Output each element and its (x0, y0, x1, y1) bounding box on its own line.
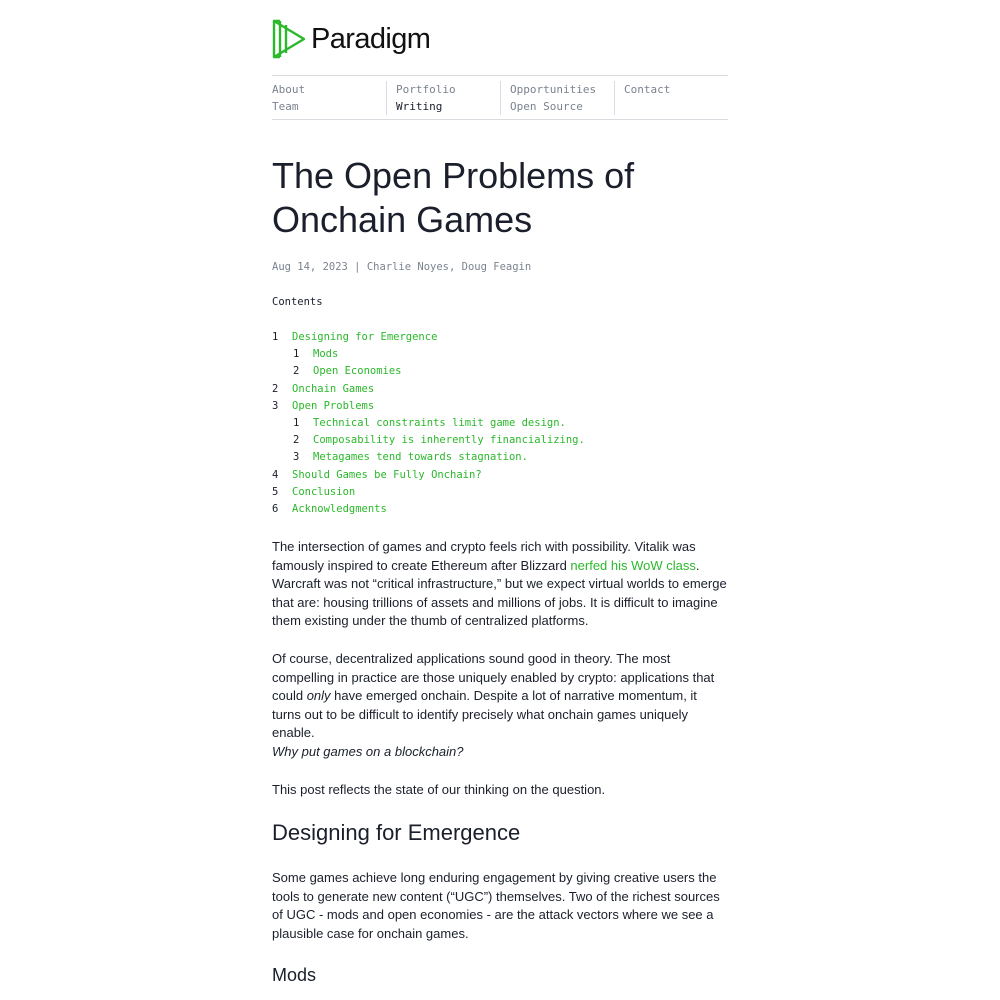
toc-number: 5 (272, 485, 279, 498)
emphasis-only: only (306, 688, 331, 704)
subsection-heading-mods: Mods (272, 965, 317, 985)
nav-link-opportunities[interactable]: Opportunities (510, 83, 597, 96)
toc-item (272, 346, 728, 363)
toc-item (272, 329, 728, 346)
toc-number: 3 (293, 451, 300, 464)
toc-item (272, 449, 728, 466)
nav-link-open-source[interactable]: Open Source (510, 100, 583, 113)
nerfed-wow-class-link[interactable]: nerfed his WoW class (570, 557, 696, 573)
toc-item (272, 432, 728, 449)
article-title: The Open Problems of Onchain Games (272, 155, 635, 240)
toc-link[interactable]: Open Economies (313, 365, 402, 378)
toc-link[interactable]: Acknowledgments (292, 502, 387, 515)
toc-item (272, 467, 728, 484)
brand-name: Paradigm (311, 23, 431, 55)
nav-column (614, 81, 670, 115)
toc-link[interactable]: Designing for Emergence (292, 331, 438, 343)
toc-link[interactable]: Metagames tend towards stagnation. (313, 451, 528, 464)
toc-number: 2 (272, 382, 279, 395)
section-heading-designing-for-emergence: Designing for Emergence (272, 820, 521, 845)
paragraph-decentralized-apps: Of course, decentralized applications sound good in theory. The most compelling in practice are those uniquely enabled by crypto: applications that could only have emerged onchain. Despite a lot of narrative momentum, it turns out to be difficult to identify precisely what onchain games uniquely enable. (272, 651, 715, 741)
nav-link-contact[interactable]: Contact (624, 83, 671, 96)
toc-number: 1 (272, 331, 279, 343)
toc-item (272, 484, 728, 501)
paradigm-logo[interactable] (272, 19, 430, 59)
table-of-contents (272, 329, 728, 518)
toc-number: 1 (293, 416, 300, 429)
nav-column (272, 81, 305, 115)
toc-link[interactable]: Conclusion (292, 485, 356, 498)
toc-item (272, 381, 728, 398)
paragraph-post-reflects: This post reflects the state of our thinking on the question. (272, 782, 606, 797)
toc-item (272, 363, 728, 380)
toc-link[interactable]: Onchain Games (292, 382, 375, 395)
toc-number: 1 (293, 348, 300, 361)
toc-link[interactable]: Should Games be Fully Onchain? (292, 468, 482, 481)
toc-number: 2 (293, 365, 300, 378)
paragraph-ugc: Some games achieve long enduring engagement by giving creative users the tools to generate new content (“UGC”) themselves. Two of the richest sources of UGC - mods and open economies - are the attack vectors where we see a plausible case for onchain games. (272, 870, 720, 941)
nav-link-writing[interactable]: Writing (396, 100, 443, 113)
contents-heading: Contents (272, 296, 323, 308)
nav-column (500, 81, 596, 115)
toc-item (272, 501, 728, 518)
paradigm-logo-icon (272, 19, 306, 59)
intro-paragraph: The intersection of games and crypto feels rich with possibility. Vitalik was famously inspired to create Ethereum after Blizzard nerfed his WoW class. Warcraft was not “critical infrastructure,” but we expect virtual worlds to emerge that are: housing trillions of assets and millions of jobs. It is difficult to imagine them existing under the thumb of centralized platforms. (272, 539, 727, 629)
main-nav (272, 75, 728, 120)
nav-link-team[interactable]: Team (272, 100, 299, 113)
toc-link[interactable]: Mods (313, 348, 339, 361)
toc-number: 2 (293, 434, 300, 447)
nav-column (386, 81, 456, 115)
toc-item (272, 398, 728, 415)
toc-link[interactable]: Technical constraints limit game design. (313, 416, 566, 429)
toc-link[interactable]: Composability is inherently financializing. (313, 434, 585, 447)
article-meta: Aug 14, 2023 | Charlie Noyes, Doug Feagin (272, 261, 532, 273)
nav-link-portfolio[interactable]: Portfolio (396, 83, 456, 96)
nav-link-about[interactable]: About (272, 83, 306, 96)
toc-link[interactable]: Open Problems (292, 399, 375, 412)
toc-number: 6 (272, 502, 279, 515)
toc-number: 4 (272, 468, 279, 481)
toc-item (272, 415, 728, 432)
toc-number: 3 (272, 399, 279, 412)
question-paragraph: Why put games on a blockchain? (272, 744, 464, 759)
